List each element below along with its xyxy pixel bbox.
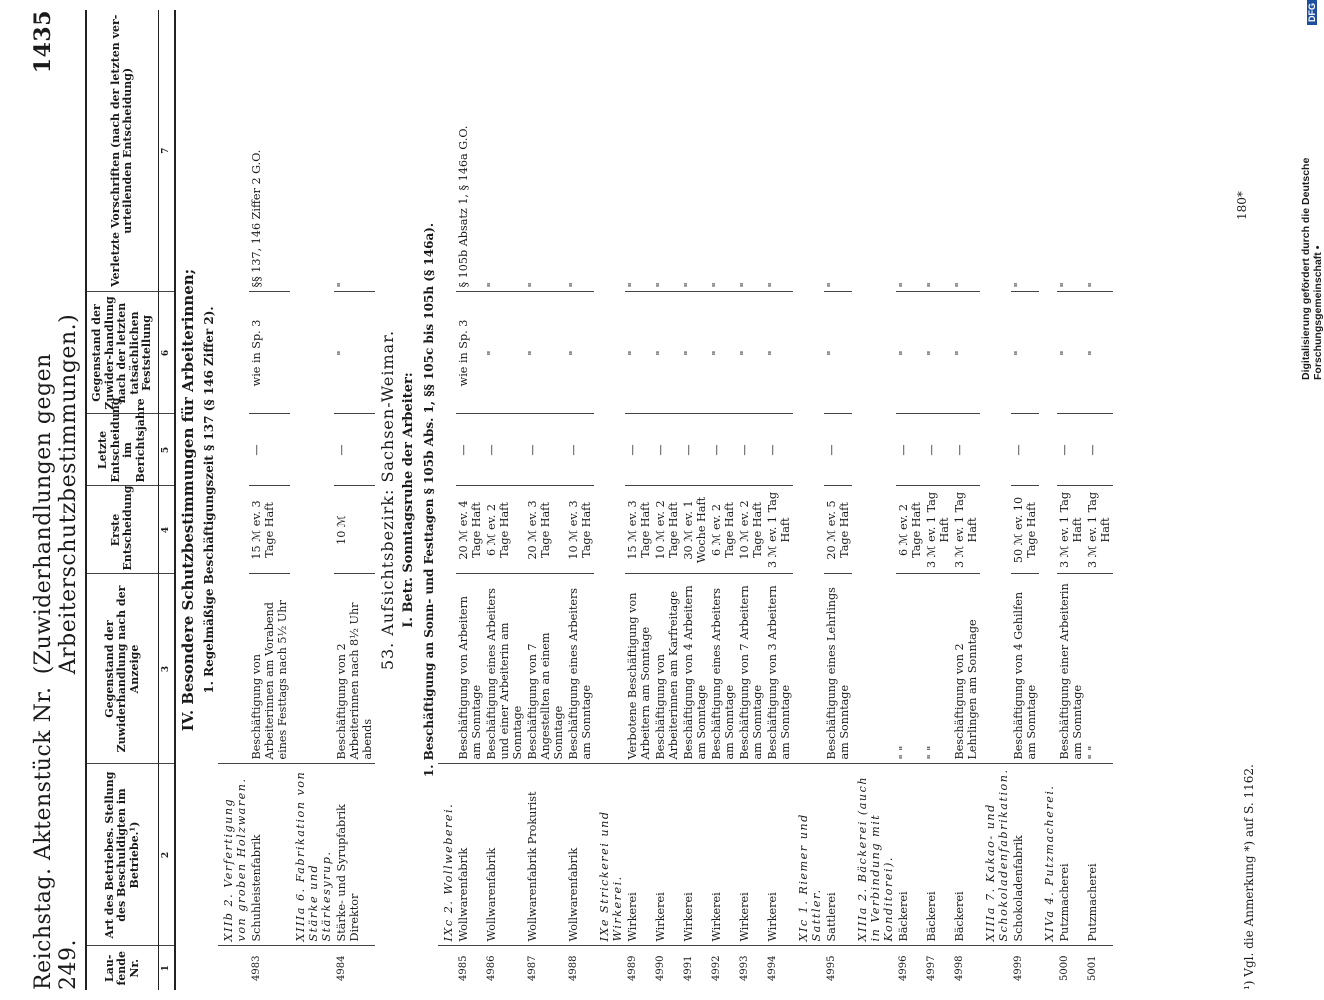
violated-provisions: "	[681, 10, 709, 292]
violation-reported: Beschäftigung von 7 Angestellten an einem Sonntage	[525, 574, 566, 764]
row-number	[438, 946, 456, 990]
table-row	[681, 10, 709, 990]
violation-established: "	[952, 292, 980, 414]
violated-provisions: §§ 137, 146 Ziffer 2 G.O.	[249, 10, 290, 292]
last-decision: —	[249, 414, 290, 486]
col-number: 5	[158, 414, 175, 486]
table-row	[525, 10, 566, 990]
violation-reported: Beschäftigung eines Arbeiters am Sonntage	[709, 574, 737, 764]
table-row	[824, 10, 852, 990]
violation-established: "	[525, 292, 566, 414]
industry-category: XIIIa 2. Bäckerei (auch in Verbindung mit Konditorei).	[852, 764, 896, 946]
first-decision: 15 ℳ ev. 3 Tage Haft	[625, 486, 653, 574]
first-decision: 6 ℳ ev. 2 Tage Haft	[484, 486, 525, 574]
violated-provisions: "	[334, 10, 375, 292]
industry-category: XIc 1. Riemer und Sattler.	[793, 764, 824, 946]
row-number: 4995	[825, 955, 837, 981]
row-number: 4993	[738, 955, 750, 981]
first-decision: 15 ℳ ev. 3 Tage Haft	[249, 486, 290, 574]
column-number-row	[158, 10, 175, 990]
row-number: 5000	[1058, 955, 1070, 981]
violation-reported: Beschäftigung von Arbeiterinnen am Vorabend eines Festtags nach 5½ Uhr	[249, 574, 290, 764]
category-row	[594, 10, 625, 990]
violation-established: "	[1085, 292, 1113, 414]
empty-cell	[980, 10, 1011, 764]
header-page-number: 1435	[30, 10, 56, 74]
violation-reported: Verbotene Beschäftigung von Arbeitern am Sonntage	[625, 574, 653, 764]
row-number: 4998	[953, 955, 965, 981]
row-number: 4988	[567, 955, 579, 981]
violation-established: "	[896, 292, 924, 414]
table-row	[456, 10, 484, 990]
violated-provisions: "	[525, 10, 566, 292]
header-left: Reichstag. Aktenstück Nr. 249.	[31, 686, 81, 990]
violation-reported: Beschäftigung eines Lehrlings am Sonntage	[824, 574, 852, 764]
first-decision: 3 ℳ ev. 1 Tag Haft	[1057, 486, 1085, 574]
violation-reported: " "	[896, 574, 924, 764]
table-row	[737, 10, 765, 990]
first-decision: 10 ℳ ev. 2 Tage Haft	[653, 486, 681, 574]
section-heading	[417, 10, 438, 990]
last-decision: —	[709, 414, 737, 486]
violation-established: "	[1011, 292, 1039, 414]
table-row	[249, 10, 290, 990]
violation-reported: Beschäftigung von 2 Lehrlingen am Sonntage	[952, 574, 980, 764]
violated-provisions: "	[896, 10, 924, 292]
violation-reported: " "	[924, 574, 952, 764]
col-number: 6	[158, 292, 175, 414]
row-number	[594, 946, 625, 990]
category-row	[218, 10, 249, 990]
violation-reported: " "	[1085, 574, 1113, 764]
business-type: Wollwarenfabrik	[566, 764, 594, 946]
document-page	[0, 3, 1324, 990]
business-type: Wirkerei	[765, 764, 793, 946]
first-decision: 3 ℳ ev. 1 Tag Haft	[1085, 486, 1113, 574]
last-decision: —	[952, 414, 980, 486]
violation-established: "	[653, 292, 681, 414]
business-type: Wirkerei	[709, 764, 737, 946]
section-iv-1-title: 1. Regelmäßige Beschäftigungszeit § 137 (§ 146 Ziffer 2).	[201, 306, 216, 694]
row-number	[852, 946, 896, 990]
digitization-text: Digitalisierung gefördert durch die Deutsche Forschungsgemeinschaft •	[1300, 157, 1324, 380]
first-decision: 10 ℳ ev. 3 Tage Haft	[566, 486, 594, 574]
row-number	[793, 946, 824, 990]
first-decision: 10 ℳ ev. 2 Tage Haft	[737, 486, 765, 574]
row-number: 4994	[766, 955, 778, 981]
violation-established: "	[625, 292, 653, 414]
last-decision: —	[681, 414, 709, 486]
violation-reported: Beschäftigung einer Arbeiterin am Sonntage	[1057, 574, 1085, 764]
violated-provisions: "	[1085, 10, 1113, 292]
violated-provisions: "	[1011, 10, 1039, 292]
row-number: 4983	[250, 955, 262, 981]
table-row	[1085, 10, 1113, 990]
violations-table	[85, 10, 1113, 990]
table-row	[334, 10, 375, 990]
row-number	[290, 946, 334, 990]
row-number: 4992	[710, 955, 722, 981]
business-type: Putzmacherei	[1085, 764, 1113, 946]
first-decision: 3 ℳ ev. 1 Tag Haft	[952, 486, 980, 574]
violation-established: "	[765, 292, 793, 414]
row-number: 4991	[682, 955, 694, 981]
last-decision: —	[896, 414, 924, 486]
last-decision: —	[824, 414, 852, 486]
empty-cell	[290, 10, 334, 764]
col-header-3: Gegenstand der Zuwiderhandlung nach der Anzeige	[86, 574, 158, 764]
empty-cell	[852, 10, 896, 764]
col-header-1: Lau-fende Nr.	[86, 946, 158, 990]
business-type: Wirkerei	[653, 764, 681, 946]
last-decision: —	[484, 414, 525, 486]
business-type: Wirkerei	[625, 764, 653, 946]
col-number: 4	[158, 486, 175, 574]
business-type: Schuhleistenfabrik	[249, 764, 290, 946]
last-decision: —	[456, 414, 484, 486]
category-row	[980, 10, 1011, 990]
violated-provisions: "	[737, 10, 765, 292]
violated-provisions: "	[765, 10, 793, 292]
col-header-5: Letzte Entscheidung im Berichtsjahre	[86, 414, 158, 486]
business-type: Sattlerei	[824, 764, 852, 946]
business-type: Bäckerei	[952, 764, 980, 946]
last-decision: —	[765, 414, 793, 486]
last-decision: —	[1011, 414, 1039, 486]
table-row	[952, 10, 980, 990]
first-decision: 3 ℳ ev. 1 Tag Haft	[924, 486, 952, 574]
business-type: Wollwarenfabrik Prokurist	[525, 764, 566, 946]
row-number: 4986	[485, 955, 497, 981]
col-number: 2	[158, 764, 175, 946]
page-signature: 180*	[1235, 191, 1249, 220]
violation-established: "	[824, 292, 852, 414]
first-decision: 20 ℳ ev. 3 Tage Haft	[525, 486, 566, 574]
row-number	[980, 946, 1011, 990]
violation-established: "	[1057, 292, 1085, 414]
table-body	[175, 10, 1113, 990]
col-header-4: Erste Entscheidung	[86, 486, 158, 574]
row-number: 4987	[526, 955, 538, 981]
row-number: 5001	[1086, 955, 1098, 981]
row-number: 4996	[897, 955, 909, 981]
first-decision: 10 ℳ	[334, 486, 375, 574]
business-type: Bäckerei	[924, 764, 952, 946]
row-number	[218, 946, 249, 990]
industry-category: XIIb 2. Verfertigung von groben Holzwaren.	[218, 764, 249, 946]
last-decision: —	[625, 414, 653, 486]
section-i-title: I. Betr. Sonntagsruhe der Arbeiter:	[400, 372, 416, 628]
violation-established: "	[334, 292, 375, 414]
violation-established: "	[924, 292, 952, 414]
violation-reported: Beschäftigung eines Arbeiters am Sonntage	[566, 574, 594, 764]
empty-cell	[218, 10, 249, 764]
violation-established: "	[681, 292, 709, 414]
empty-cell	[438, 10, 456, 764]
last-decision: —	[566, 414, 594, 486]
first-decision: 20 ℳ ev. 5 Tage Haft	[824, 486, 852, 574]
violation-reported: Beschäftigung von Arbeiterinnen am Karfreitage	[653, 574, 681, 764]
table-row	[484, 10, 525, 990]
violated-provisions: "	[1057, 10, 1085, 292]
first-decision: 20 ℳ ev. 4 Tage Haft	[456, 486, 484, 574]
table-row	[625, 10, 653, 990]
business-type: Stärke- und Syrupfabrik Direktor	[334, 764, 375, 946]
table-row	[1011, 10, 1039, 990]
violation-reported: Beschäftigung eines Arbeiters und einer Arbeiterin am Sonntage	[484, 574, 525, 764]
violated-provisions: "	[709, 10, 737, 292]
violation-reported: Beschäftigung von Arbeitern am Sonntage	[456, 574, 484, 764]
empty-cell	[1039, 10, 1057, 764]
business-type: Wirkerei	[737, 764, 765, 946]
first-decision: 6 ℳ ev. 2 Tage Haft	[896, 486, 924, 574]
table-row	[924, 10, 952, 990]
category-row	[290, 10, 334, 990]
violation-established: "	[709, 292, 737, 414]
business-type: Wollwarenfabrik	[456, 764, 484, 946]
violation-established: wie in Sp. 3	[249, 292, 290, 414]
business-type: Wirkerei	[681, 764, 709, 946]
violated-provisions: "	[566, 10, 594, 292]
table-row	[765, 10, 793, 990]
violated-provisions: "	[653, 10, 681, 292]
violated-provisions: "	[484, 10, 525, 292]
business-type: Schokoladenfabrik	[1011, 764, 1039, 946]
category-row	[438, 10, 456, 990]
category-row	[852, 10, 896, 990]
first-decision: 3 ℳ ev. 1 Tag Haft	[765, 486, 793, 574]
violation-established: "	[737, 292, 765, 414]
last-decision: —	[525, 414, 566, 486]
first-decision: 30 ℳ ev. 1 Woche Haft	[681, 486, 709, 574]
violated-provisions: "	[924, 10, 952, 292]
row-number: 4985	[457, 955, 469, 981]
category-row	[793, 10, 824, 990]
col-number: 3	[158, 574, 175, 764]
industry-category: IXe Strickerei und Wirkerei.	[594, 764, 625, 946]
row-number: 4997	[925, 955, 937, 981]
row-number: 4984	[335, 955, 347, 981]
section-iv-title: IV. Besondere Schutzbestimmungen für Arbeiterinnen;	[178, 268, 197, 732]
row-number: 4990	[654, 955, 666, 981]
category-row	[1039, 10, 1057, 990]
industry-category: XIIIa 6. Fabrikation von Stärke und Stärkesyrup.	[290, 764, 334, 946]
last-decision: —	[924, 414, 952, 486]
violation-reported: Beschäftigung von 3 Arbeitern am Sonntage	[765, 574, 793, 764]
section-i-1-title: 1. Beschäftigung an Sonn- und Festtagen § 105b Abs. 1, §§ 105c bis 105h (§ 146a).	[421, 222, 436, 778]
col-number: 1	[158, 946, 175, 990]
col-header-7: Verletzte Vorschriften (nach der letzten ver-urteilenden Entscheidung)	[86, 10, 158, 292]
col-header-2: Art des Betriebes. Stellung des Beschuldigten im Betriebe.¹)	[86, 764, 158, 946]
row-number	[1039, 946, 1057, 990]
industry-category: IXc 2. Wollweberei.	[438, 764, 456, 946]
violation-established: wie in Sp. 3	[456, 292, 484, 414]
violated-provisions: "	[824, 10, 852, 292]
violation-established: "	[484, 292, 525, 414]
row-number: 4989	[626, 955, 638, 981]
business-type: Wollwarenfabrik	[484, 764, 525, 946]
table-row	[709, 10, 737, 990]
last-decision: —	[1057, 414, 1085, 486]
first-decision: 50 ℳ ev. 10 Tage Haft	[1011, 486, 1039, 574]
col-number: 7	[158, 10, 175, 292]
header-title: (Zuwiderhandlungen gegen Arbeiterschutzbestimmungen.)	[31, 313, 81, 675]
digitization-credit	[1300, 0, 1324, 380]
table-row	[896, 10, 924, 990]
violated-provisions: "	[625, 10, 653, 292]
row-number: 4999	[1012, 955, 1024, 981]
table-row	[653, 10, 681, 990]
table-header-row	[86, 10, 158, 990]
district-title: 53. Aufsichtsbezirk: Sachsen-Weimar.	[377, 329, 397, 671]
section-heading	[197, 10, 218, 990]
violation-reported: Beschäftigung von 2 Arbeiterinnen nach 8½ Uhr abends	[334, 574, 375, 764]
col-header-6: Gegenstand der Zuwider-handlung nach der letzten tatsächlichen Feststellung	[86, 292, 158, 414]
industry-category: XIIIa 7. Kakao- und Schokoladenfabrikation.	[980, 764, 1011, 946]
violated-provisions: "	[952, 10, 980, 292]
business-type: Bäckerei	[896, 764, 924, 946]
violation-reported: Beschäftigung von 4 Gehilfen am Sonntage	[1011, 574, 1039, 764]
section-heading	[175, 10, 197, 990]
violation-established: "	[566, 292, 594, 414]
section-heading	[375, 10, 396, 990]
violation-reported: Beschäftigung von 4 Arbeitern am Sonntage	[681, 574, 709, 764]
last-decision: —	[334, 414, 375, 486]
last-decision: —	[1085, 414, 1113, 486]
empty-cell	[793, 10, 824, 764]
table-row	[566, 10, 594, 990]
industry-category: XIVa 4. Putzmacherei.	[1039, 764, 1057, 946]
violation-reported: Beschäftigung von 7 Arbeitern am Sonntage	[737, 574, 765, 764]
business-type: Putzmacherei	[1057, 764, 1085, 946]
dfg-logo: DFG	[1307, 0, 1317, 25]
table-row	[1057, 10, 1085, 990]
footnote: ¹) Vgl. die Anmerkung *) auf S. 1162.	[1242, 764, 1256, 990]
section-heading	[396, 10, 417, 990]
running-header	[30, 10, 81, 990]
violated-provisions: § 105b Absatz 1, § 146a G.O.	[456, 10, 484, 292]
empty-cell	[594, 10, 625, 764]
first-decision: 6 ℳ ev. 2 Tage Haft	[709, 486, 737, 574]
last-decision: —	[653, 414, 681, 486]
last-decision: —	[737, 414, 765, 486]
